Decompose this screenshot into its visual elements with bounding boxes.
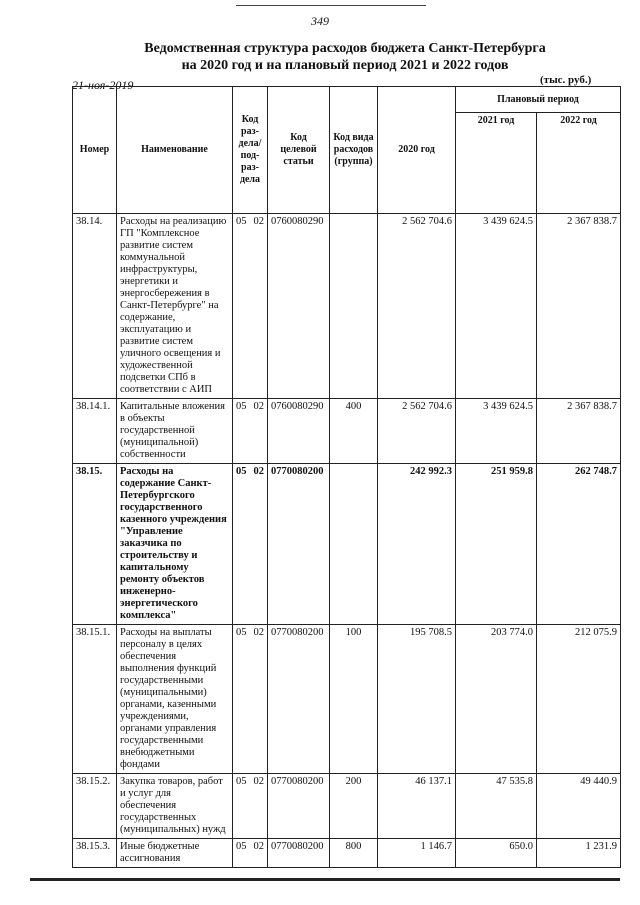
row-section-code: 05 (236, 466, 247, 477)
row-2020-amount: 195 708.5 (378, 625, 456, 774)
row-expense-type: 800 (330, 839, 378, 868)
row-expense-type (330, 464, 378, 625)
row-subsection-code: 02 (253, 627, 264, 638)
row-section-code: 05 (236, 401, 247, 412)
row-name: Расходы на содержание Санкт-Петербургского государственного казенного учреждения "Управление заказчика по строительству и капитальному ремонту объектов инженерно-энергетического комплекса" (117, 464, 233, 625)
row-section-code: 05 (236, 776, 247, 787)
row-expense-type: 400 (330, 399, 378, 464)
row-expense-type (330, 214, 378, 399)
table-row (73, 839, 621, 868)
row-2021-amount: 650.0 (456, 839, 537, 868)
row-2022-amount: 2 367 838.7 (537, 399, 621, 464)
row-2021-amount: 3 439 624.5 (456, 214, 537, 399)
row-section-code: 05 (236, 841, 247, 852)
row-section (233, 625, 268, 774)
table-row (73, 399, 621, 464)
table-row (73, 774, 621, 839)
title-line-1: Ведомственная структура расходов бюджета Санкт-Петербурга (144, 41, 546, 56)
title-line-2: на 2020 год и на плановый период 2021 и 2022 годов (181, 58, 509, 73)
row-2022-amount: 212 075.9 (537, 625, 621, 774)
header-2020: 2020 год (378, 87, 456, 214)
row-number: 38.15.2. (73, 774, 117, 839)
header-2022: 2022 год (537, 113, 621, 214)
row-section (233, 839, 268, 868)
row-target-code: 0770080200 (268, 625, 330, 774)
units-label: (тыс. руб.) (540, 74, 592, 86)
header-expense-type: Код вида расходов (группа) (330, 87, 378, 214)
row-2022-amount: 262 748.7 (537, 464, 621, 625)
row-name: Закупка товаров, работ и услуг для обеспечения государственных (муниципальных) нужд (117, 774, 233, 839)
row-section (233, 399, 268, 464)
header-section: Код раз-дела/ под-раз-дела (233, 87, 268, 214)
row-target-code: 0760080290 (268, 214, 330, 399)
row-name: Расходы на реализацию ГП "Комплексное развитие систем коммунальной инфраструктуры, энергетики и энергосбережения в Санкт-Петербурге" на содержание, эксплуатацию и развитие систем уличного освещения и художественной подсветки СПб в соответствии с АИП (117, 214, 233, 399)
row-number: 38.14.1. (73, 399, 117, 464)
row-subsection-code: 02 (253, 216, 264, 227)
budget-table (72, 86, 621, 868)
header-target: Код целевой статьи (268, 87, 330, 214)
row-subsection-code: 02 (253, 776, 264, 787)
row-2020-amount: 46 137.1 (378, 774, 456, 839)
row-name: Расходы на выплаты персоналу в целях обеспечения выполнения функций государственными (муниципальными) органами, казенными учреждениями, органами управления государственными внебюджетными фондами (117, 625, 233, 774)
page-number: 349 (311, 14, 329, 28)
row-subsection-code: 02 (253, 401, 264, 412)
row-2022-amount: 1 231.9 (537, 839, 621, 868)
row-name: Капитальные вложения в объекты государственной (муниципальной) собственности (117, 399, 233, 464)
row-2020-amount: 242 992.3 (378, 464, 456, 625)
row-2021-amount: 47 535.8 (456, 774, 537, 839)
table-row (73, 625, 621, 774)
row-expense-type: 200 (330, 774, 378, 839)
row-target-code: 0760080290 (268, 399, 330, 464)
header-2021: 2021 год (456, 113, 537, 214)
row-2022-amount: 2 367 838.7 (537, 214, 621, 399)
row-2021-amount: 203 774.0 (456, 625, 537, 774)
row-2021-amount: 3 439 624.5 (456, 399, 537, 464)
row-number: 38.15. (73, 464, 117, 625)
document-title (100, 40, 590, 74)
row-2020-amount: 1 146.7 (378, 839, 456, 868)
bottom-rule (30, 878, 620, 881)
top-rule (236, 5, 426, 6)
row-section-code: 05 (236, 627, 247, 638)
row-section (233, 214, 268, 399)
table-body (73, 214, 621, 868)
row-subsection-code: 02 (253, 841, 264, 852)
document-date: 21-ноя-2019 (72, 78, 134, 92)
row-number: 38.15.1. (73, 625, 117, 774)
row-number: 38.14. (73, 214, 117, 399)
row-2022-amount: 49 440.9 (537, 774, 621, 839)
row-2020-amount: 2 562 704.6 (378, 399, 456, 464)
row-2020-amount: 2 562 704.6 (378, 214, 456, 399)
row-section (233, 464, 268, 625)
row-expense-type: 100 (330, 625, 378, 774)
header-number: Номер (73, 87, 117, 214)
table-row (73, 214, 621, 399)
row-number: 38.15.3. (73, 839, 117, 868)
row-target-code: 0770080200 (268, 464, 330, 625)
header-planned-period: Плановый период (456, 87, 621, 113)
row-section (233, 774, 268, 839)
row-target-code: 0770080200 (268, 839, 330, 868)
row-target-code: 0770080200 (268, 774, 330, 839)
row-2021-amount: 251 959.8 (456, 464, 537, 625)
table-row (73, 464, 621, 625)
row-name: Иные бюджетные ассигнования (117, 839, 233, 868)
header-name: Наименование (117, 87, 233, 214)
row-subsection-code: 02 (253, 466, 264, 477)
row-section-code: 05 (236, 216, 247, 227)
